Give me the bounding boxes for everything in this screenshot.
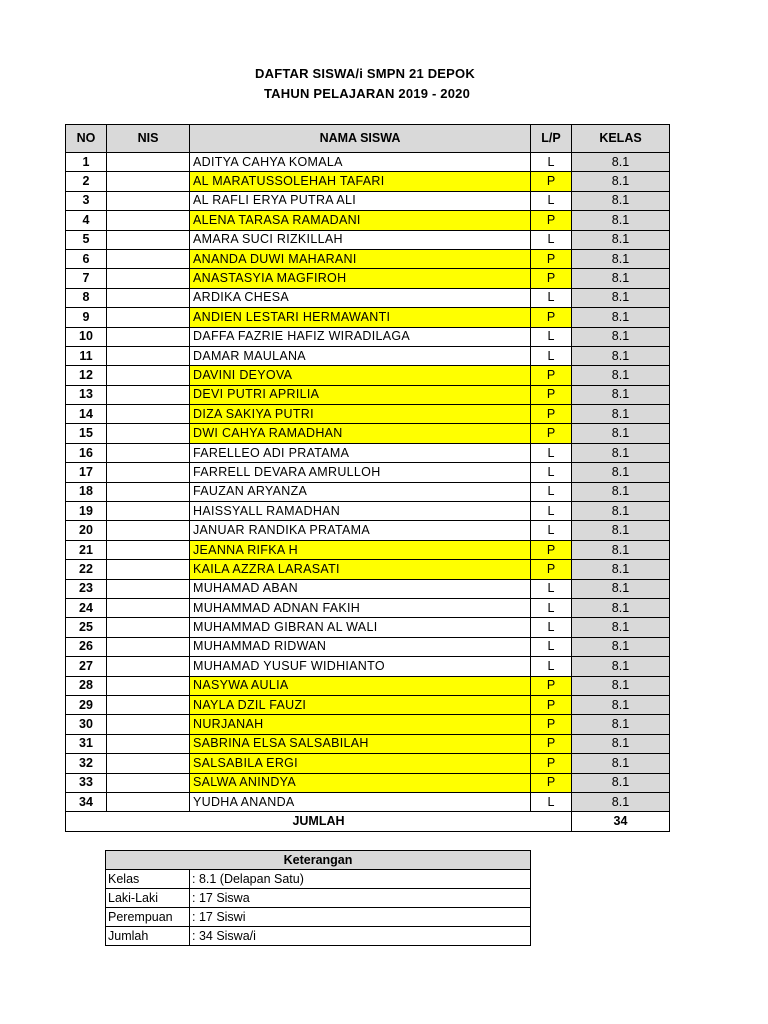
cell-kelas: 8.1 xyxy=(572,618,670,637)
cell-nama: DEVI PUTRI APRILIA xyxy=(190,385,531,404)
cell-nama: DIZA SAKIYA PUTRI xyxy=(190,405,531,424)
cell-nis xyxy=(107,191,190,210)
cell-no: 29 xyxy=(66,695,107,714)
cell-no: 17 xyxy=(66,463,107,482)
table-row xyxy=(66,773,670,792)
cell-nis xyxy=(107,405,190,424)
cell-nama: DAFFA FAZRIE HAFIZ WIRADILAGA xyxy=(190,327,531,346)
cell-lp: P xyxy=(531,269,572,288)
cell-no: 7 xyxy=(66,269,107,288)
cell-kelas: 8.1 xyxy=(572,657,670,676)
keterangan-table xyxy=(105,850,531,946)
cell-lp: L xyxy=(531,443,572,462)
cell-nis xyxy=(107,657,190,676)
cell-nis xyxy=(107,502,190,521)
cell-nis xyxy=(107,618,190,637)
cell-kelas: 8.1 xyxy=(572,346,670,365)
cell-no: 13 xyxy=(66,385,107,404)
cell-no: 32 xyxy=(66,754,107,773)
cell-nis xyxy=(107,715,190,734)
cell-lp: L xyxy=(531,618,572,637)
cell-nama: ARDIKA CHESA xyxy=(190,288,531,307)
table-row xyxy=(66,482,670,501)
cell-no: 30 xyxy=(66,715,107,734)
table-row xyxy=(66,153,670,172)
cell-nama: NURJANAH xyxy=(190,715,531,734)
keterangan-value: : 34 Siswa/i xyxy=(190,927,531,946)
cell-nama: MUHAMAD ABAN xyxy=(190,579,531,598)
cell-kelas: 8.1 xyxy=(572,715,670,734)
cell-no: 16 xyxy=(66,443,107,462)
table-row xyxy=(66,269,670,288)
cell-no: 24 xyxy=(66,598,107,617)
cell-nama: FAUZAN ARYANZA xyxy=(190,482,531,501)
cell-nis xyxy=(107,463,190,482)
cell-kelas: 8.1 xyxy=(572,385,670,404)
table-row xyxy=(66,172,670,191)
cell-kelas: 8.1 xyxy=(572,308,670,327)
cell-kelas: 8.1 xyxy=(572,288,670,307)
cell-nama: MUHAMAD YUSUF WIDHIANTO xyxy=(190,657,531,676)
cell-no: 20 xyxy=(66,521,107,540)
cell-kelas: 8.1 xyxy=(572,754,670,773)
cell-lp: L xyxy=(531,502,572,521)
cell-lp: P xyxy=(531,405,572,424)
cell-nama: JEANNA RIFKA H xyxy=(190,540,531,559)
student-table-body xyxy=(66,153,670,812)
table-footer-row xyxy=(66,812,670,831)
cell-no: 5 xyxy=(66,230,107,249)
table-row xyxy=(66,754,670,773)
table-row xyxy=(66,249,670,268)
cell-nama: ANASTASYIA MAGFIROH xyxy=(190,269,531,288)
table-row xyxy=(66,288,670,307)
keterangan-body xyxy=(106,870,531,946)
cell-no: 23 xyxy=(66,579,107,598)
cell-nama: MUHAMMAD RIDWAN xyxy=(190,637,531,656)
table-row xyxy=(66,211,670,230)
cell-nis xyxy=(107,598,190,617)
cell-nama: SALWA ANINDYA xyxy=(190,773,531,792)
cell-nama: ADITYA CAHYA KOMALA xyxy=(190,153,531,172)
jumlah-label: JUMLAH xyxy=(66,812,572,831)
cell-nis xyxy=(107,153,190,172)
cell-no: 1 xyxy=(66,153,107,172)
cell-lp: L xyxy=(531,153,572,172)
cell-nama: FARELLEO ADI PRATAMA xyxy=(190,443,531,462)
cell-nis xyxy=(107,172,190,191)
cell-lp: L xyxy=(531,792,572,811)
cell-nis xyxy=(107,521,190,540)
table-row xyxy=(66,230,670,249)
jumlah-total: 34 xyxy=(572,812,670,831)
keterangan-row xyxy=(106,927,531,946)
table-row xyxy=(66,308,670,327)
cell-no: 8 xyxy=(66,288,107,307)
table-row xyxy=(66,424,670,443)
cell-lp: L xyxy=(531,346,572,365)
cell-nis xyxy=(107,346,190,365)
cell-kelas: 8.1 xyxy=(572,424,670,443)
cell-nama: MUHAMMAD ADNAN FAKIH xyxy=(190,598,531,617)
cell-no: 2 xyxy=(66,172,107,191)
cell-lp: L xyxy=(531,521,572,540)
cell-nama: SALSABILA ERGI xyxy=(190,754,531,773)
cell-kelas: 8.1 xyxy=(572,249,670,268)
cell-lp: L xyxy=(531,598,572,617)
table-row xyxy=(66,327,670,346)
cell-no: 9 xyxy=(66,308,107,327)
cell-nis xyxy=(107,560,190,579)
cell-nama: DAVINI DEYOVA xyxy=(190,366,531,385)
keterangan-label: Perempuan xyxy=(106,908,190,927)
keterangan-header-row xyxy=(106,851,531,870)
keterangan-row xyxy=(106,908,531,927)
cell-nis xyxy=(107,540,190,559)
table-row xyxy=(66,521,670,540)
cell-nis xyxy=(107,366,190,385)
cell-nis xyxy=(107,327,190,346)
cell-kelas: 8.1 xyxy=(572,153,670,172)
table-row xyxy=(66,637,670,656)
keterangan-row xyxy=(106,889,531,908)
header-kelas: KELAS xyxy=(572,125,670,153)
cell-nis xyxy=(107,734,190,753)
cell-lp: L xyxy=(531,463,572,482)
cell-kelas: 8.1 xyxy=(572,637,670,656)
cell-lp: P xyxy=(531,715,572,734)
table-row xyxy=(66,540,670,559)
cell-nis xyxy=(107,211,190,230)
cell-no: 11 xyxy=(66,346,107,365)
cell-lp: L xyxy=(531,637,572,656)
cell-kelas: 8.1 xyxy=(572,366,670,385)
cell-no: 27 xyxy=(66,657,107,676)
cell-lp: P xyxy=(531,249,572,268)
cell-kelas: 8.1 xyxy=(572,734,670,753)
keterangan-label: Jumlah xyxy=(106,927,190,946)
cell-lp: P xyxy=(531,366,572,385)
table-header-row xyxy=(66,125,670,153)
cell-no: 21 xyxy=(66,540,107,559)
keterangan-label: Kelas xyxy=(106,870,190,889)
cell-no: 26 xyxy=(66,637,107,656)
cell-kelas: 8.1 xyxy=(572,773,670,792)
cell-no: 15 xyxy=(66,424,107,443)
cell-kelas: 8.1 xyxy=(572,269,670,288)
table-row xyxy=(66,792,670,811)
cell-nama: NASYWA AULIA xyxy=(190,676,531,695)
cell-lp: P xyxy=(531,385,572,404)
cell-kelas: 8.1 xyxy=(572,191,670,210)
cell-kelas: 8.1 xyxy=(572,230,670,249)
cell-nama: SABRINA ELSA SALSABILAH xyxy=(190,734,531,753)
cell-nis xyxy=(107,676,190,695)
cell-lp: P xyxy=(531,676,572,695)
keterangan-row xyxy=(106,870,531,889)
cell-lp: L xyxy=(531,579,572,598)
cell-kelas: 8.1 xyxy=(572,676,670,695)
cell-kelas: 8.1 xyxy=(572,695,670,714)
table-row xyxy=(66,676,670,695)
table-row xyxy=(66,598,670,617)
cell-lp: P xyxy=(531,734,572,753)
cell-nis xyxy=(107,792,190,811)
cell-nama: KAILA AZZRA LARASATI xyxy=(190,560,531,579)
cell-no: 6 xyxy=(66,249,107,268)
cell-nama: DWI CAHYA RAMADHAN xyxy=(190,424,531,443)
document-subtitle: TAHUN PELAJARAN 2019 - 2020 xyxy=(264,86,470,101)
cell-lp: P xyxy=(531,754,572,773)
cell-lp: L xyxy=(531,288,572,307)
header-no: NO xyxy=(66,125,107,153)
cell-no: 22 xyxy=(66,560,107,579)
cell-nis xyxy=(107,249,190,268)
cell-nama: FARRELL DEVARA AMRULLOH xyxy=(190,463,531,482)
cell-lp: P xyxy=(531,211,572,230)
cell-nama: HAISSYALL RAMADHAN xyxy=(190,502,531,521)
cell-kelas: 8.1 xyxy=(572,579,670,598)
cell-nis xyxy=(107,773,190,792)
cell-no: 28 xyxy=(66,676,107,695)
keterangan-value: : 17 Siswi xyxy=(190,908,531,927)
cell-lp: L xyxy=(531,230,572,249)
cell-kelas: 8.1 xyxy=(572,463,670,482)
cell-nama: ANANDA DUWI MAHARANI xyxy=(190,249,531,268)
cell-nama: ANDIEN LESTARI HERMAWANTI xyxy=(190,308,531,327)
cell-nis xyxy=(107,754,190,773)
cell-no: 18 xyxy=(66,482,107,501)
cell-nis xyxy=(107,230,190,249)
cell-kelas: 8.1 xyxy=(572,540,670,559)
cell-lp: L xyxy=(531,191,572,210)
cell-nis xyxy=(107,424,190,443)
cell-no: 12 xyxy=(66,366,107,385)
cell-no: 10 xyxy=(66,327,107,346)
cell-kelas: 8.1 xyxy=(572,521,670,540)
cell-kelas: 8.1 xyxy=(572,482,670,501)
cell-kelas: 8.1 xyxy=(572,172,670,191)
cell-nis xyxy=(107,288,190,307)
cell-no: 25 xyxy=(66,618,107,637)
header-lp: L/P xyxy=(531,125,572,153)
keterangan-title: Keterangan xyxy=(106,851,531,870)
cell-nama: JANUAR RANDIKA PRATAMA xyxy=(190,521,531,540)
cell-lp: P xyxy=(531,540,572,559)
cell-kelas: 8.1 xyxy=(572,327,670,346)
cell-no: 19 xyxy=(66,502,107,521)
keterangan-label: Laki-Laki xyxy=(106,889,190,908)
cell-nama: YUDHA ANANDA xyxy=(190,792,531,811)
cell-no: 14 xyxy=(66,405,107,424)
cell-kelas: 8.1 xyxy=(572,598,670,617)
cell-lp: L xyxy=(531,657,572,676)
table-row xyxy=(66,366,670,385)
cell-nis xyxy=(107,269,190,288)
cell-lp: P xyxy=(531,695,572,714)
table-row xyxy=(66,618,670,637)
cell-lp: P xyxy=(531,773,572,792)
student-table xyxy=(65,124,670,832)
cell-lp: P xyxy=(531,560,572,579)
cell-nama: AL RAFLI ERYA PUTRA ALI xyxy=(190,191,531,210)
cell-nis xyxy=(107,443,190,462)
cell-no: 34 xyxy=(66,792,107,811)
cell-no: 33 xyxy=(66,773,107,792)
cell-lp: L xyxy=(531,482,572,501)
cell-kelas: 8.1 xyxy=(572,211,670,230)
cell-nis xyxy=(107,482,190,501)
table-row xyxy=(66,405,670,424)
cell-kelas: 8.1 xyxy=(572,443,670,462)
document-title: DAFTAR SISWA/i SMPN 21 DEPOK xyxy=(255,66,475,81)
keterangan-value: : 8.1 (Delapan Satu) xyxy=(190,870,531,889)
cell-nama: AMARA SUCI RIZKILLAH xyxy=(190,230,531,249)
table-row xyxy=(66,715,670,734)
cell-lp: P xyxy=(531,308,572,327)
cell-kelas: 8.1 xyxy=(572,502,670,521)
cell-nama: NAYLA DZIL FAUZI xyxy=(190,695,531,714)
cell-nis xyxy=(107,579,190,598)
table-row xyxy=(66,346,670,365)
table-row xyxy=(66,385,670,404)
table-row xyxy=(66,560,670,579)
cell-nis xyxy=(107,695,190,714)
header-nama: NAMA SISWA xyxy=(190,125,531,153)
cell-no: 4 xyxy=(66,211,107,230)
cell-nama: AL MARATUSSOLEHAH TAFARI xyxy=(190,172,531,191)
table-row xyxy=(66,191,670,210)
cell-nis xyxy=(107,637,190,656)
cell-kelas: 8.1 xyxy=(572,560,670,579)
table-row xyxy=(66,443,670,462)
cell-no: 3 xyxy=(66,191,107,210)
table-row xyxy=(66,502,670,521)
table-row xyxy=(66,734,670,753)
cell-lp: L xyxy=(531,327,572,346)
cell-nis xyxy=(107,308,190,327)
cell-nama: DAMAR MAULANA xyxy=(190,346,531,365)
cell-nis xyxy=(107,385,190,404)
table-row xyxy=(66,463,670,482)
cell-nama: MUHAMMAD GIBRAN AL WALI xyxy=(190,618,531,637)
table-row xyxy=(66,695,670,714)
cell-kelas: 8.1 xyxy=(572,792,670,811)
cell-no: 31 xyxy=(66,734,107,753)
header-nis: NIS xyxy=(107,125,190,153)
cell-lp: P xyxy=(531,424,572,443)
keterangan-value: : 17 Siswa xyxy=(190,889,531,908)
cell-kelas: 8.1 xyxy=(572,405,670,424)
cell-nama: ALENA TARASA RAMADANI xyxy=(190,211,531,230)
table-row xyxy=(66,579,670,598)
table-row xyxy=(66,657,670,676)
cell-lp: P xyxy=(531,172,572,191)
